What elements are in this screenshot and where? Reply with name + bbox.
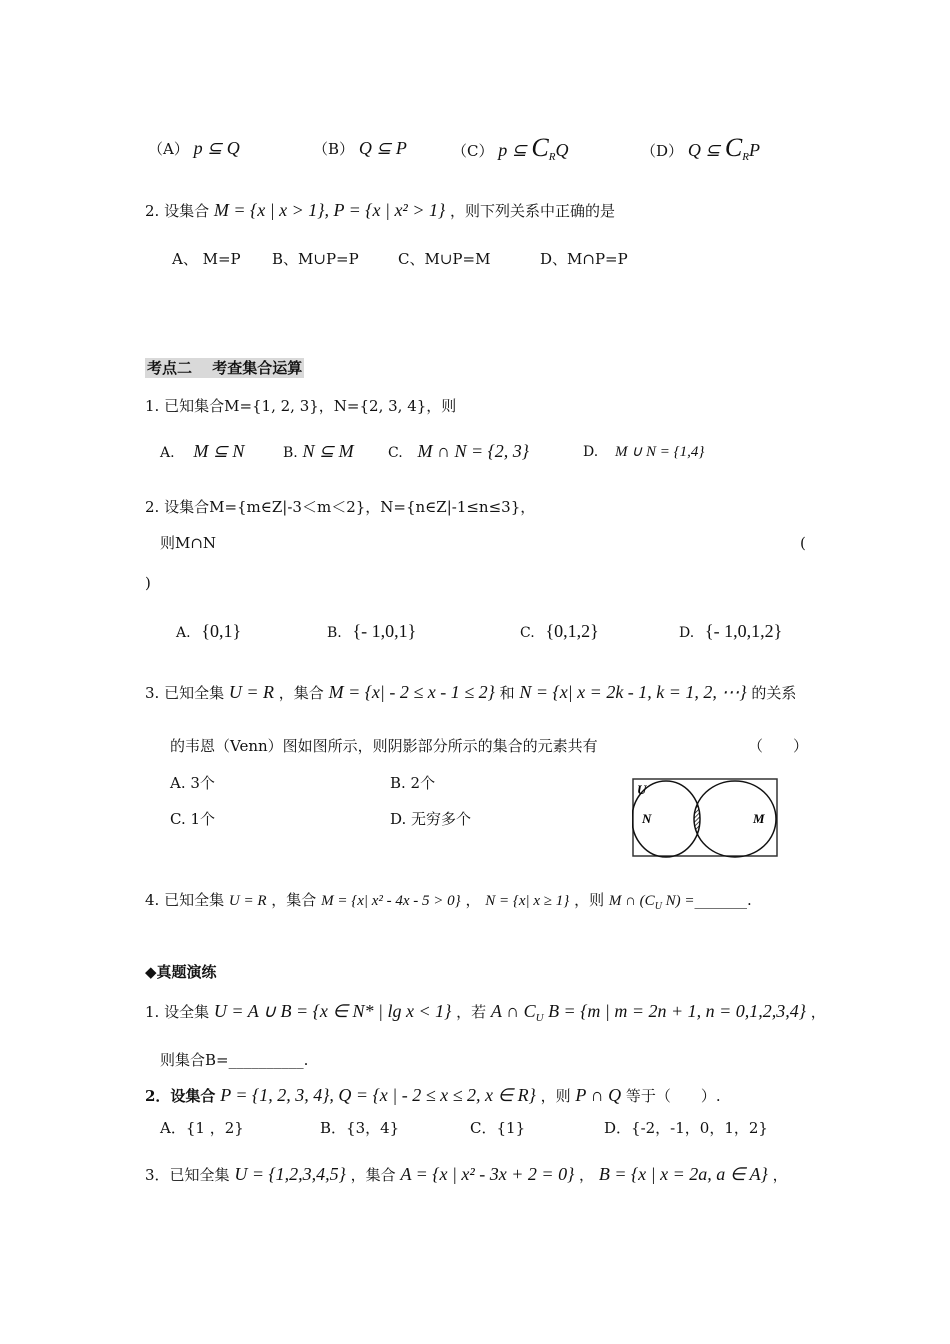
stem-text: 的关系: [751, 684, 797, 702]
stem-math: N = {x| x = 2k - 1, k = 1, 2, ⋯}: [519, 682, 747, 702]
q0-option-d: [641, 133, 760, 167]
stem-text: ，: [810, 1003, 826, 1021]
stem-math: M = {x| - 2 ≤ x - 1 ≤ 2}: [328, 682, 495, 702]
option-label: D.: [583, 444, 599, 460]
s3q1-stem: [145, 1001, 826, 1028]
option-label: B.: [327, 625, 342, 641]
option-label: C.: [520, 625, 535, 641]
option-label: （B）: [313, 140, 355, 158]
stem-math: M = {x | x > 1}, P = {x | x² > 1}: [213, 200, 446, 220]
stem-math: A ∩ C: [490, 1001, 536, 1021]
complement-subscript: U: [535, 1012, 544, 1024]
s3q2-option-a: A．{1 ，2}: [160, 1119, 244, 1137]
option-label: A.: [160, 445, 175, 461]
q0b-option-b: B、M∪P=P: [272, 250, 359, 268]
stem-text: ，集合: [271, 891, 317, 909]
complement-subscript: U: [654, 901, 662, 912]
label-m: M: [753, 811, 765, 826]
section-title-text: 考点二 考查集合运算: [147, 359, 303, 377]
stem-text: 3. 已知全集: [145, 684, 225, 702]
s2q1-stem: 1. 已知集合M={1, 2, 3}，N={2, 3, 4}，则: [145, 397, 457, 415]
option-math: {0,1}: [201, 621, 242, 641]
stem-math: N) =: [661, 893, 695, 909]
option-label: A.: [176, 625, 191, 641]
answer-paren: （ ）: [748, 737, 809, 755]
label-n: N: [642, 811, 652, 826]
q0b-stem: [145, 200, 615, 221]
stem-text: ，则下列关系中正确的是: [449, 202, 615, 220]
complement-subscript: R: [742, 151, 749, 163]
answer-paren-close: ): [145, 574, 151, 592]
option-math: {0,1,2}: [545, 621, 599, 641]
stem-text: ，集合: [350, 1166, 396, 1184]
option-math: M ⊆ N: [193, 441, 245, 461]
stem-text: ，集合: [278, 684, 324, 702]
label-u: U: [637, 782, 647, 797]
s3q2-stem: [145, 1085, 721, 1106]
s2q4-stem: [145, 890, 752, 917]
stem-math: P ∩ Q: [575, 1085, 622, 1105]
s2q2-stem-line2: 则M∩N: [160, 534, 217, 552]
s2q3-option-a: A. 3个: [170, 774, 215, 792]
answer-blank: _______.: [694, 891, 752, 909]
stem-text: 3．已知全集: [145, 1166, 230, 1184]
option-label: （D）: [641, 142, 684, 160]
complement-symbol: C: [531, 133, 549, 162]
option-math: p ⊆ Q: [193, 138, 240, 158]
q0b-option-d: D、M∩P=P: [540, 250, 628, 268]
stem-math: U = R: [228, 682, 275, 702]
q0-option-b: [313, 138, 407, 159]
option-math: N ⊆ M: [302, 441, 354, 461]
s2q1-option-c: [388, 441, 529, 463]
s2q3-stem: [145, 682, 796, 703]
option-math: p ⊆: [498, 140, 532, 160]
option-label: （C）: [452, 142, 494, 160]
stem-math: P = {1, 2, 3, 4}, Q = {x | - 2 ≤ x ≤ 2, x ∈ R}: [220, 1085, 536, 1105]
stem-text: 4. 已知全集: [145, 891, 225, 909]
section-title: ◆真题演练: [145, 963, 217, 981]
q0b-option-c: C、M∪P=M: [398, 250, 491, 268]
option-label: B.: [283, 445, 298, 461]
s2q2-option-c: [520, 621, 599, 643]
q0b-option-a: A、 M=P: [172, 250, 241, 268]
stem-math: U = A ∪ B = {x ∈ N* | lg x < 1}: [213, 1001, 452, 1021]
section-title: [145, 358, 304, 378]
q0-option-c: [452, 133, 569, 167]
stem-text: 和: [499, 684, 515, 702]
s2q3-option-b: B. 2个: [390, 774, 436, 792]
option-math: M ∪ N = {1,4}: [614, 444, 705, 460]
option-label: C.: [388, 445, 403, 461]
s2q1-option-b: [283, 441, 354, 463]
s2q1-option-d: [583, 441, 704, 462]
option-math: P: [748, 140, 760, 160]
stem-text: ，: [772, 1166, 788, 1184]
complement-symbol: C: [724, 133, 743, 162]
s2q3-option-d: D. 无穷多个: [390, 810, 472, 828]
stem-text: ，: [465, 891, 481, 909]
stem-text: ，则: [540, 1087, 571, 1105]
s2q2-option-b: [327, 621, 416, 643]
stem-text: ，则: [574, 891, 605, 909]
option-math: {- 1,0,1}: [352, 621, 417, 641]
stem-text: 2. 设集合: [145, 202, 210, 220]
s3q2-option-d: D．{-2，-1，0，1，2}: [604, 1119, 768, 1137]
option-label: D.: [679, 625, 695, 641]
s2q3-option-c: C. 1个: [170, 810, 216, 828]
stem-math: N = {x| x ≥ 1}: [485, 893, 570, 909]
s2q2-option-a: [176, 621, 241, 643]
option-math: {- 1,0,1,2}: [704, 621, 783, 641]
stem-text: 2．设集合: [145, 1087, 216, 1105]
s2q2-stem: 2. 设集合M={m∈Z|-3＜m＜2}，N={n∈Z|-1≤n≤3}，: [145, 498, 536, 516]
s2q3-stem-line2: 的韦恩（Venn）图如图所示，则阴影部分所示的集合的元素共有: [170, 737, 598, 755]
stem-math: A = {x | x² - 3x + 2 = 0}: [400, 1164, 575, 1184]
option-math: Q: [555, 140, 569, 160]
answer-paren-open: (: [800, 534, 806, 552]
s2q2-option-d: [679, 621, 782, 643]
option-label: （A）: [148, 140, 189, 158]
stem-math: M = {x| x² - 4x - 5 > 0}: [321, 893, 461, 909]
s3q2-option-c: C．{1}: [470, 1119, 526, 1137]
stem-math: M ∩ (C: [608, 893, 655, 909]
stem-text: 等于（ ）.: [625, 1087, 721, 1105]
s3q3-stem: [145, 1164, 788, 1185]
s3q2-option-b: B．{3，4}: [320, 1119, 400, 1137]
stem-math: U = {1,2,3,4,5}: [234, 1164, 346, 1184]
s3q1-stem-line2: 则集合B=__________.: [160, 1051, 309, 1069]
stem-text: 1. 设全集: [145, 1003, 210, 1021]
s2q1-option-a: [160, 441, 244, 463]
option-math: Q ⊆ P: [358, 138, 407, 158]
q0-option-a: [148, 138, 240, 159]
stem-math: B = {m | m = 2n + 1, n = 0,1,2,3,4}: [543, 1001, 806, 1021]
stem-math: U = R: [228, 893, 267, 909]
stem-math: B = {x | x = 2a, a ∈ A}: [598, 1164, 768, 1184]
option-math: M ∩ N = {2, 3}: [417, 441, 529, 461]
stem-text: ，若: [456, 1003, 487, 1021]
venn-diagram: [632, 778, 778, 858]
complement-subscript: R: [548, 151, 556, 163]
option-math: Q ⊆: [687, 140, 725, 160]
stem-text: ，: [579, 1166, 595, 1184]
